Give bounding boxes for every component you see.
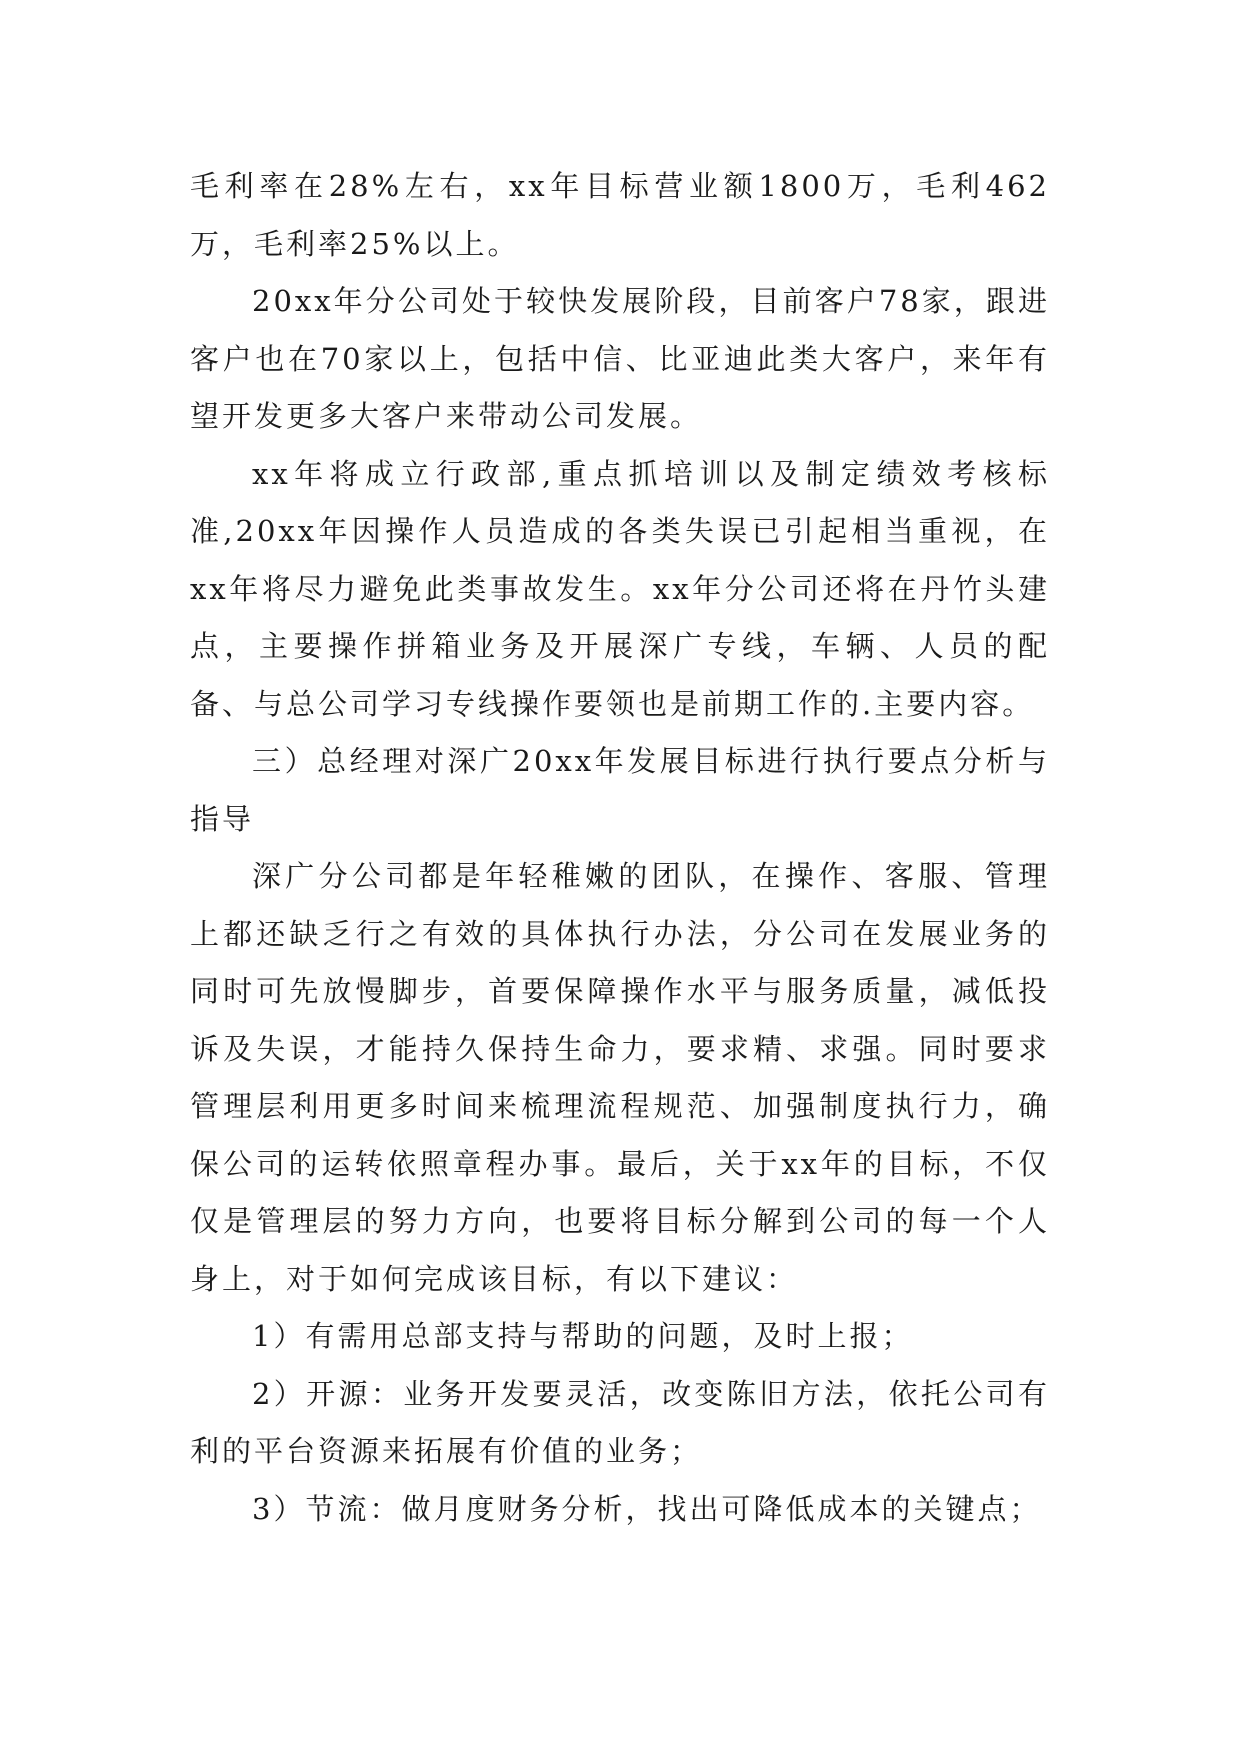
list-item-suggestion-1: 1）有需用总部支持与帮助的问题，及时上报； (252, 1319, 914, 1353)
paragraph-team-guidance: 深广分公司都是年轻稚嫩的团队，在操作、客服、管理上都还缺乏行之有效的具体执行办法，分公司在发展业务的同时可先放慢脚步，首要保障操作水平与服务质量，减低投诉及失误，才能持久保持生命力，要求精、求强。同时要求管理层利用更多时间来梳理流程规范、加强制度执行力，确保公司的运转依照章程办事。最后，关于xx年的目标，不仅仅是管理层的努力方向，也要将目标分解到公司的每一个人身上，对于如何完成该目标，有以下建议： (190, 859, 1050, 1296)
list-item-suggestion-3: 3）节流：做月度财务分析，找出可降低成本的关键点； (252, 1491, 1042, 1526)
document-body (190, 158, 1050, 1538)
paragraph-branch-development: 20xx年分公司处于较快发展阶段，目前客户78家，跟进客户也在70家以上，包括中信、比亚迪此类大客户，来年有望开发更多大客户来带动公司发展。 (190, 284, 1050, 433)
section-heading-gm-guidance: 三）总经理对深广20xx年发展目标进行执行要点分析与指导 (190, 744, 1050, 836)
paragraph-admin-department: xx年将成立行政部,重点抓培训以及制定绩效考核标准,20xx年因操作人员造成的各类失误已引起相当重视，在xx年将尽力避免此类事故发生。xx年分公司还将在丹竹头建点，主要操作拼箱业务及开展深广专线，车辆、人员的配备、与总公司学习专线操作要领也是前期工作的.主要内容。 (190, 456, 1050, 721)
paragraph-gross-margin: 毛利率在28%左右，xx年目标营业额1800万，毛利462万，毛利率25%以上。 (190, 169, 1050, 261)
list-item-suggestion-2: 2）开源：业务开发要灵活，改变陈旧方法，依托公司有利的平台资源来拓展有价值的业务； (190, 1376, 1050, 1468)
